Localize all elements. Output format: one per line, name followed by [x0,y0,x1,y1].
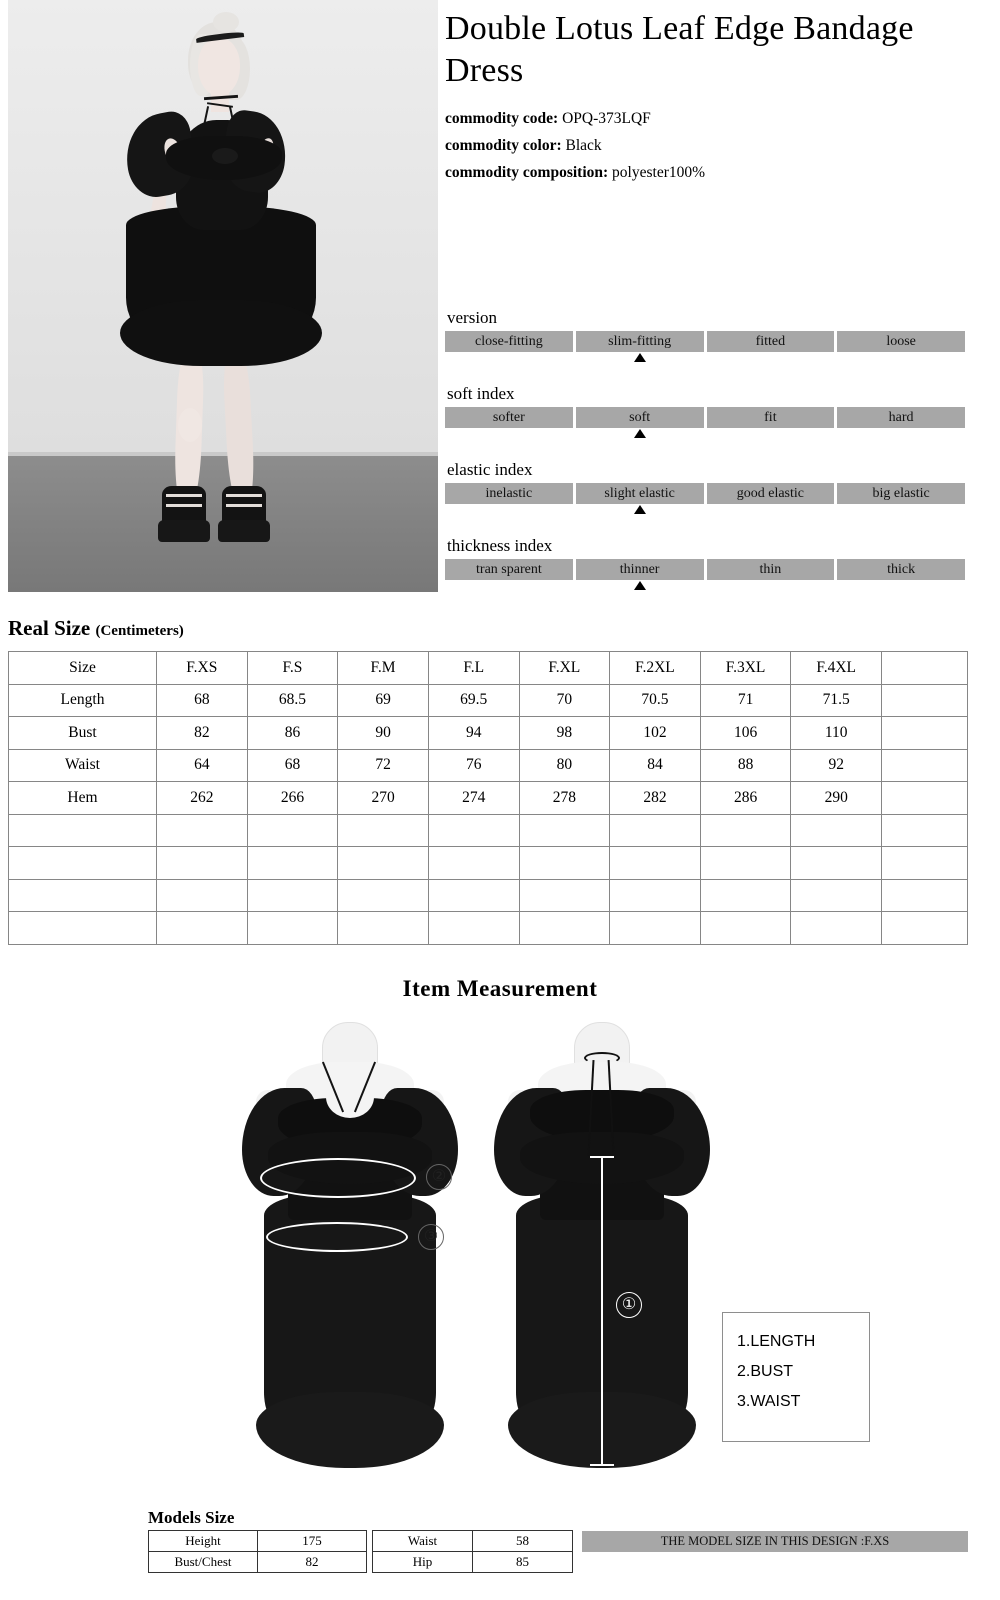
measurement-cell: 64 [157,749,248,782]
commodity-color-value: Black [565,137,602,155]
empty-cell [882,847,968,880]
model-measure-label: Height [149,1531,258,1552]
empty-cell [882,879,968,912]
empty-cell [519,879,610,912]
measurement-row-label: Bust [9,717,157,750]
measurement-cell: 71.5 [791,684,882,717]
bust-measure-ellipse [260,1158,416,1198]
empty-cell [791,879,882,912]
empty-cell [247,814,338,847]
table-row [9,749,968,782]
measurement-row-label: Waist [9,749,157,782]
size-column-header: F.S [247,652,338,685]
index-title: version [447,308,498,327]
measurement-cell: 71 [700,684,791,717]
empty-cell [247,912,338,945]
size-column-header: F.3XL [700,652,791,685]
measurement-cell: 282 [610,782,701,815]
measurement-tail-cell [882,717,968,750]
index-option[interactable]: thick [837,559,965,580]
empty-cell [791,814,882,847]
index-block-thickness-index [445,536,965,594]
real-size-heading [8,616,184,641]
measurement-cell: 262 [157,782,248,815]
commodity-code-value: OPQ-373LQF [562,110,651,128]
empty-cell [157,847,248,880]
commodity-color-row [445,137,993,155]
empty-cell [428,879,519,912]
measurement-cell: 92 [791,749,882,782]
empty-cell [428,912,519,945]
product-info [445,8,993,191]
empty-cell [428,814,519,847]
size-column-header: F.M [338,652,429,685]
measurement-cell: 68 [247,749,338,782]
measurement-tail-cell [882,749,968,782]
empty-cell [519,814,610,847]
table-row [9,684,968,717]
measurement-cell: 80 [519,749,610,782]
index-option[interactable]: tran sparent [445,559,573,580]
measurement-row-label: Hem [9,782,157,815]
size-column-header: F.L [428,652,519,685]
empty-cell [9,814,157,847]
measurement-cell: 68 [157,684,248,717]
model-size-note: THE MODEL SIZE IN THIS DESIGN :F.XS [582,1531,968,1552]
measurement-row-label: Length [9,684,157,717]
empty-cell [9,847,157,880]
model-figure [8,0,438,592]
empty-cell [247,879,338,912]
index-option[interactable]: slim-fitting [576,331,704,352]
top-section [0,0,1000,600]
index-title: soft index [447,384,515,403]
empty-cell [247,847,338,880]
size-header-cell: Size [9,652,157,685]
table-row [9,717,968,750]
empty-cell [610,912,701,945]
empty-cell [157,912,248,945]
index-marker-row [445,580,965,594]
measurement-cell: 68.5 [247,684,338,717]
mannequin-front [230,1016,470,1476]
models-size-table-left [148,1530,367,1573]
table-row [149,1552,367,1573]
index-option[interactable]: hard [837,407,965,428]
commodity-code-label: commodity code: [445,110,559,128]
measurement-cell: 286 [700,782,791,815]
model-measure-value: 58 [473,1531,573,1552]
empty-cell [610,847,701,880]
item-measurement-heading: Item Measurement [402,976,598,1001]
table-row [373,1552,573,1573]
callout-waist: ③ [418,1224,444,1250]
triangle-marker-icon [634,353,646,362]
empty-cell [157,814,248,847]
empty-cell [791,847,882,880]
index-block-version [445,308,965,366]
table-row [9,912,968,945]
measurement-cell: 69.5 [428,684,519,717]
callout-length: ① [616,1292,642,1318]
table-row [9,652,968,685]
page-title: Double Lotus Leaf Edge Bandage Dress [445,10,914,90]
index-option[interactable]: big elastic [837,483,965,504]
measurement-diagram [230,1016,750,1476]
index-marker-row [445,504,965,518]
real-size-unit: (Centimeters) [95,623,184,639]
measurement-tail-cell [882,684,968,717]
empty-cell [9,912,157,945]
table-row [9,879,968,912]
empty-cell [700,912,791,945]
size-header-tail-cell [882,652,968,685]
product-photo [8,0,438,592]
measurement-cell: 88 [700,749,791,782]
empty-cell [700,847,791,880]
measurement-cell: 70 [519,684,610,717]
index-option-bar [445,331,965,352]
measurement-cell: 106 [700,717,791,750]
empty-cell [9,879,157,912]
index-block-soft-index [445,384,965,442]
empty-cell [791,912,882,945]
empty-cell [700,879,791,912]
size-table [8,651,968,945]
table-row [373,1531,573,1552]
empty-cell [882,912,968,945]
table-row [9,847,968,880]
length-measure-line [601,1156,603,1466]
index-option-bar [445,483,965,504]
empty-cell [157,879,248,912]
index-option[interactable]: thin [707,559,835,580]
index-option[interactable]: soft [576,407,704,428]
empty-cell [700,814,791,847]
model-measure-value: 85 [473,1552,573,1573]
models-size-table-right [372,1530,573,1573]
length-tick-bottom [590,1464,614,1466]
measurement-tail-cell [882,782,968,815]
empty-cell [882,814,968,847]
measurement-cell: 90 [338,717,429,750]
model-measure-label: Bust/Chest [149,1552,258,1573]
measurement-cell: 274 [428,782,519,815]
commodity-composition-row [445,164,993,182]
model-measure-label: Hip [373,1552,473,1573]
measurement-cell: 76 [428,749,519,782]
callout-bust: ② [426,1164,452,1190]
index-block-elastic-index [445,460,965,518]
empty-cell [610,879,701,912]
empty-cell [338,912,429,945]
real-size-heading-text: Real Size [8,616,91,640]
commodity-composition-value: polyester100% [612,164,706,182]
index-marker-row [445,352,965,366]
measurement-cell: 72 [338,749,429,782]
size-column-header: F.XS [157,652,248,685]
commodity-color-label: commodity color: [445,137,562,155]
models-size-heading: Models Size [148,1508,235,1527]
empty-cell [428,847,519,880]
measurement-cell: 102 [610,717,701,750]
empty-cell [338,879,429,912]
index-option-bar [445,559,965,580]
measurement-cell: 82 [157,717,248,750]
measurement-cell: 290 [791,782,882,815]
index-option[interactable]: thinner [576,559,704,580]
index-option[interactable]: fit [707,407,835,428]
measurement-cell: 98 [519,717,610,750]
measurement-cell: 84 [610,749,701,782]
empty-cell [338,847,429,880]
empty-cell [519,912,610,945]
empty-cell [610,814,701,847]
triangle-marker-icon [634,581,646,590]
empty-cell [338,814,429,847]
model-measure-label: Waist [373,1531,473,1552]
index-option[interactable]: fitted [707,331,835,352]
legend-item: 2.BUST [737,1363,794,1380]
index-option[interactable]: good elastic [707,483,835,504]
index-title: elastic index [447,460,533,479]
waist-measure-ellipse [266,1222,408,1252]
model-measure-value: 175 [258,1531,367,1552]
measurement-cell: 86 [247,717,338,750]
model-measure-value: 82 [258,1552,367,1573]
size-column-header: F.4XL [791,652,882,685]
size-column-header: F.2XL [610,652,701,685]
triangle-marker-icon [634,505,646,514]
index-marker-row [445,428,965,442]
measurement-cell: 70.5 [610,684,701,717]
index-option[interactable]: inelastic [445,483,573,504]
commodity-composition-label: commodity composition: [445,164,609,182]
measurement-cell: 69 [338,684,429,717]
measurement-cell: 278 [519,782,610,815]
empty-cell [519,847,610,880]
measurement-legend [722,1312,870,1442]
index-option[interactable]: softer [445,407,573,428]
measurement-cell: 270 [338,782,429,815]
index-title: thickness index [447,536,553,555]
table-row [9,782,968,815]
index-option[interactable]: slight elastic [576,483,704,504]
legend-item: 1.LENGTH [737,1333,816,1350]
measurement-cell: 110 [791,717,882,750]
legend-item: 3.WAIST [737,1393,801,1410]
commodity-code-row [445,110,993,128]
triangle-marker-icon [634,429,646,438]
table-row [149,1531,367,1552]
index-option-bar [445,407,965,428]
index-option[interactable]: close-fitting [445,331,573,352]
measurement-cell: 266 [247,782,338,815]
table-row [9,814,968,847]
index-option[interactable]: loose [837,331,965,352]
measurement-cell: 94 [428,717,519,750]
mannequin-back [482,1016,722,1476]
size-column-header: F.XL [519,652,610,685]
